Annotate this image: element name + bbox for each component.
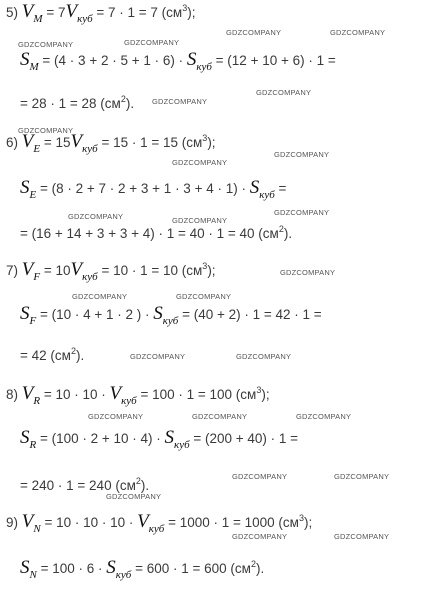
continuation-expression: = (16 + 14 + 3 + 3 + 4) · 1 = 40 · 1 = 40 (см (20, 226, 279, 241)
surface-expression: = (8 · 2 + 7 · 2 + 3 + 1 · 3 + 4 · 1) · (36, 181, 250, 196)
cube-volume-symbol: V (137, 511, 149, 532)
surface-subscript: N (29, 569, 37, 581)
item-r-surface-line (20, 427, 299, 451)
surface-expression: = (100 · 2 + 10 · 4) · (36, 431, 165, 446)
item-n-surface-line (20, 557, 265, 581)
watermark: GDZCOMPANY (72, 292, 128, 301)
volume-symbol: V (21, 259, 34, 280)
volume-result: = 7 · 1 = 7 (см (92, 5, 183, 20)
volume-result: = 1000 · 1 = 1000 (см (164, 515, 299, 530)
watermark: GDZCOMPANY (334, 472, 390, 481)
item-e-volume-line (6, 131, 216, 155)
cube-volume-symbol: V (109, 383, 122, 404)
cube-volume-symbol: V (70, 131, 83, 152)
surface-expression: = (10 · 4 + 1 · 2 ) · (36, 307, 154, 322)
watermark: GDZCOMPANY (226, 28, 282, 37)
item-number: 6) (6, 135, 19, 150)
surface-expression: = 100 · 6 · (36, 561, 107, 576)
volume-expression: = 10 (40, 263, 71, 278)
surface-symbol: S (20, 49, 30, 70)
watermark: GDZCOMPANY (152, 97, 208, 106)
volume-expression: = 7 (42, 5, 66, 20)
cube-surface-symbol: S (249, 177, 260, 198)
watermark: GDZCOMPANY (176, 292, 232, 301)
unit-close: ); (187, 5, 196, 20)
watermark: GDZCOMPANY (280, 268, 336, 277)
cube-subscript: куб (115, 569, 132, 581)
item-e-surface-line (20, 177, 287, 201)
volume-symbol: V (21, 511, 34, 532)
watermark: GDZCOMPANY (236, 352, 292, 361)
surface-symbol: S (20, 303, 30, 324)
unit-exponent: 3 (256, 385, 262, 395)
unit-close: ); (303, 515, 313, 530)
surface-symbol: S (20, 177, 30, 198)
cube-subscript: куб (82, 143, 98, 155)
watermark: GDZCOMPANY (68, 212, 124, 221)
item-n-volume-line (6, 511, 313, 535)
item-number: 7) (6, 263, 19, 278)
unit-exponent: 2 (120, 94, 126, 104)
item-m-volume-line (6, 1, 196, 25)
cube-surface-symbol: S (186, 49, 197, 70)
unit-close: ). (125, 96, 135, 111)
watermark: GDZCOMPANY (274, 208, 330, 217)
volume-subscript: R (33, 395, 41, 407)
surface-subscript: M (29, 61, 39, 73)
cube-subscript: куб (162, 315, 179, 327)
unit-exponent: 2 (278, 224, 284, 234)
watermark: GDZCOMPANY (172, 158, 228, 167)
item-number: 5) (6, 5, 19, 20)
cube-subscript: куб (148, 523, 165, 535)
continuation-expression: = 28 · 1 = 28 (см (20, 96, 121, 111)
cube-surface-symbol: S (164, 427, 175, 448)
watermark: GDZCOMPANY (18, 126, 74, 135)
item-m-continuation-line (20, 96, 134, 113)
surface-expression: = (4 · 3 + 2 · 5 + 1 · 6) · (38, 53, 187, 68)
volume-subscript: M (33, 13, 43, 25)
surface-subscript: R (29, 439, 37, 451)
watermark: GDZCOMPANY (232, 472, 288, 481)
volume-expression: = 10 · 10 · (40, 387, 110, 402)
item-f-volume-line (6, 259, 216, 283)
cube-subscript: куб (196, 61, 212, 73)
unit-exponent: 3 (298, 513, 304, 523)
volume-expression: = 15 (40, 135, 71, 150)
unit-close: ); (261, 387, 270, 402)
unit-exponent: 3 (202, 133, 208, 143)
continuation-expression: = 240 · 1 = 240 (см (20, 478, 136, 493)
surface-subscript: E (29, 189, 37, 201)
item-e-continuation-line (20, 226, 292, 243)
volume-result: = 10 · 1 = 10 (см (97, 263, 203, 278)
cube-subscript: куб (82, 271, 98, 283)
watermark: GDZCOMPANY (334, 532, 390, 541)
item-r-volume-line (6, 383, 270, 407)
cube-volume-symbol: V (70, 259, 83, 280)
item-f-continuation-line (20, 348, 84, 365)
watermark: GDZCOMPANY (330, 28, 386, 37)
cube-surface-symbol: S (153, 303, 163, 324)
unit-close: ). (140, 478, 150, 493)
watermark: GDZCOMPANY (18, 40, 74, 49)
continuation-expression: = 42 (см (20, 348, 71, 363)
unit-exponent: 2 (70, 346, 76, 356)
watermark: GDZCOMPANY (232, 532, 288, 541)
watermark: GDZCOMPANY (106, 492, 162, 501)
cube-volume-symbol: V (65, 1, 78, 22)
watermark: GDZCOMPANY (172, 216, 228, 225)
watermark: GDZCOMPANY (192, 412, 248, 421)
volume-subscript: N (33, 523, 41, 535)
volume-result: = 15 · 1 = 15 (см (97, 135, 203, 150)
volume-symbol: V (21, 383, 34, 404)
watermark: GDZCOMPANY (256, 88, 312, 97)
watermark: GDZCOMPANY (124, 38, 180, 47)
volume-subscript: E (33, 143, 41, 155)
volume-symbol: V (21, 131, 34, 152)
unit-close: ). (255, 561, 265, 576)
volume-symbol: V (21, 1, 34, 22)
surface-result: = (200 + 40) · 1 = (189, 431, 299, 446)
unit-close: ). (75, 348, 85, 363)
volume-expression: = 10 · 10 · 10 · (40, 515, 138, 530)
surface-result: = 600 · 1 = 600 (см (131, 561, 251, 576)
surface-symbol: S (20, 427, 30, 448)
unit-exponent: 2 (135, 476, 141, 486)
watermark: GDZCOMPANY (130, 352, 186, 361)
unit-close: ); (207, 263, 216, 278)
item-number: 8) (6, 387, 19, 402)
cube-subscript: куб (174, 439, 190, 451)
unit-close: ); (207, 135, 216, 150)
surface-result: = (12 + 10 + 6) · 1 = (211, 53, 336, 68)
cube-surface-symbol: S (106, 557, 116, 578)
surface-subscript: F (29, 315, 37, 327)
item-f-surface-line (20, 303, 322, 327)
unit-close: ). (283, 226, 293, 241)
cube-subscript: куб (259, 189, 275, 201)
surface-result: = (40 + 2) · 1 = 42 · 1 = (178, 307, 322, 322)
watermark: GDZCOMPANY (296, 412, 352, 421)
volume-result: = 100 · 1 = 100 (см (136, 387, 257, 402)
unit-exponent: 3 (202, 261, 208, 271)
item-number: 9) (6, 515, 19, 530)
volume-subscript: F (33, 271, 41, 283)
item-m-surface-line (20, 49, 336, 73)
surface-symbol: S (20, 557, 30, 578)
unit-exponent: 2 (250, 559, 256, 569)
watermark: GDZCOMPANY (88, 412, 144, 421)
unit-exponent: 3 (182, 3, 188, 13)
cube-subscript: куб (77, 13, 93, 25)
cube-subscript: куб (121, 395, 137, 407)
surface-result: = (274, 181, 287, 196)
watermark: GDZCOMPANY (274, 150, 330, 159)
